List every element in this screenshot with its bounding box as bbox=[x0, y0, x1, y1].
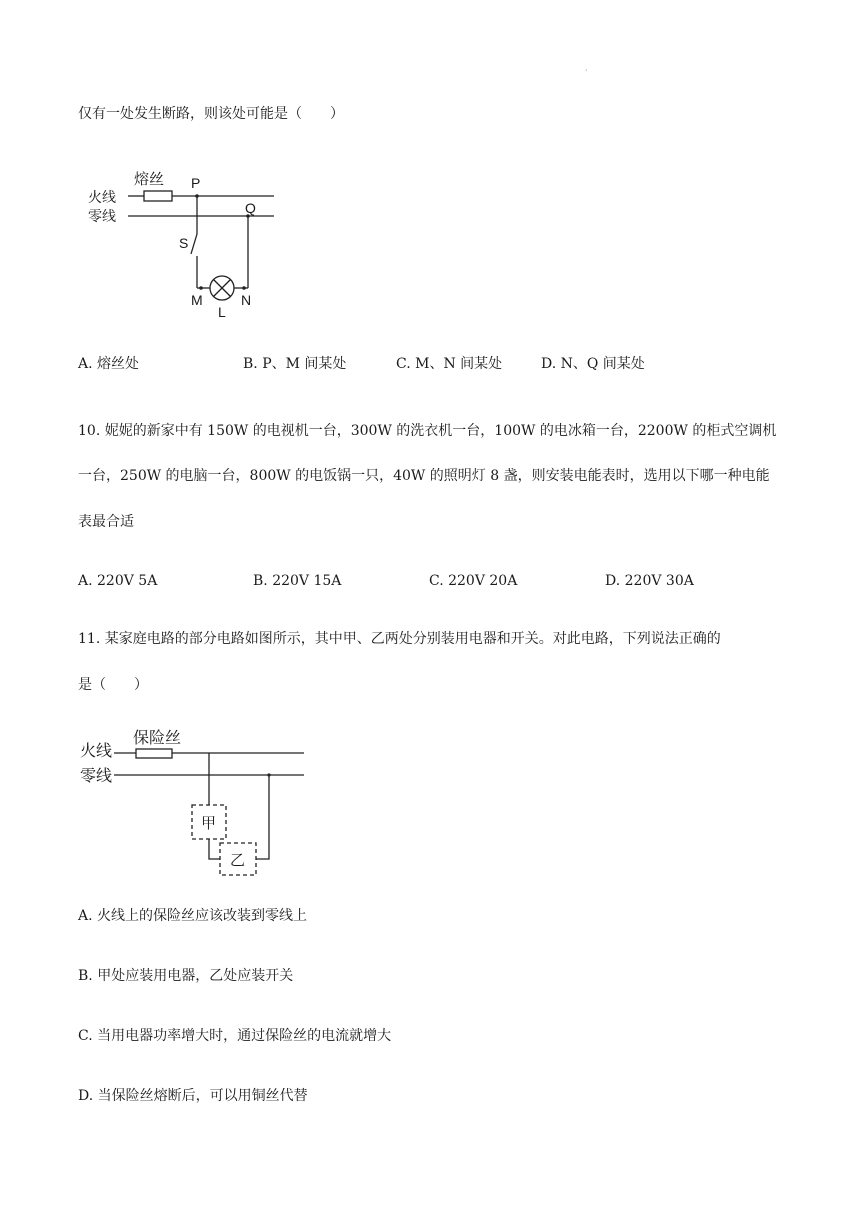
header-mark: · bbox=[585, 66, 588, 75]
q9-option-d: D. N、Q 间某处 bbox=[541, 356, 645, 372]
q9-circuit-diagram bbox=[84, 160, 294, 325]
q10-option-b: B. 220V 15A bbox=[253, 573, 342, 589]
q11-neutral-label: 零线 bbox=[80, 768, 113, 785]
q11-stem-line-1: 11. 某家庭电路的部分电路如图所示，其中甲、乙两处分别装用电器和开关。对此电路，下列说法正确的 bbox=[78, 631, 721, 647]
q11-option-b: B. 甲处应装用电器，乙处应装开关 bbox=[78, 968, 294, 984]
q9-label-n: N bbox=[241, 292, 252, 308]
q10-option-a: A. 220V 5A bbox=[78, 573, 158, 589]
q9-fuse-label: 熔丝 bbox=[134, 171, 165, 188]
q10-stem-line-3: 表最合适 bbox=[78, 514, 134, 530]
q10-stem-line-1: 10. 妮妮的新家中有 150W 的电视机一台，300W 的洗衣机一台，100W 的电冰箱一台，2200W 的柜式空调机 bbox=[78, 423, 777, 439]
q11-live-label: 火线 bbox=[80, 743, 113, 760]
q11-circuit-diagram bbox=[78, 722, 318, 880]
q9-neutral-label: 零线 bbox=[88, 208, 116, 224]
q11-stem-line-2: 是（ ） bbox=[78, 677, 148, 693]
q9-live-label: 火线 bbox=[88, 189, 116, 205]
q9-switch bbox=[191, 234, 197, 254]
q9-label-q: Q bbox=[245, 200, 256, 216]
q10-option-c: C. 220V 20A bbox=[429, 573, 518, 589]
q9-option-b: B. P、M 间某处 bbox=[243, 356, 347, 372]
q11-option-d: D. 当保险丝熔断后，可以用铜丝代替 bbox=[78, 1088, 308, 1104]
q9-option-c: C. M、N 间某处 bbox=[396, 356, 503, 372]
q10-option-d: D. 220V 30A bbox=[605, 573, 694, 589]
q9-label-s: S bbox=[179, 235, 189, 251]
q9-label-p: P bbox=[191, 175, 201, 191]
q11-fuse bbox=[136, 749, 172, 758]
q9-label-l: L bbox=[218, 304, 226, 320]
q11-fuse-label: 保险丝 bbox=[133, 730, 182, 747]
q11-option-c: C. 当用电器功率增大时，通过保险丝的电流就增大 bbox=[78, 1028, 392, 1044]
q9-label-m: M bbox=[191, 292, 203, 308]
q10-stem-line-2: 一台，250W 的电脑一台，800W 的电饭锅一只，40W 的照明灯 8 盏，则安装电能表时，选用以下哪一种电能 bbox=[78, 468, 770, 484]
q9-option-a: A. 熔丝处 bbox=[78, 356, 140, 372]
q9-stem-end: 仅有一处发生断路，则该处可能是（ ） bbox=[78, 106, 344, 122]
q11-box-yi-label: 乙 bbox=[230, 852, 246, 869]
q11-box-jia-label: 甲 bbox=[201, 815, 217, 832]
q9-fuse bbox=[144, 191, 172, 201]
q11-option-a: A. 火线上的保险丝应该改装到零线上 bbox=[78, 908, 308, 924]
